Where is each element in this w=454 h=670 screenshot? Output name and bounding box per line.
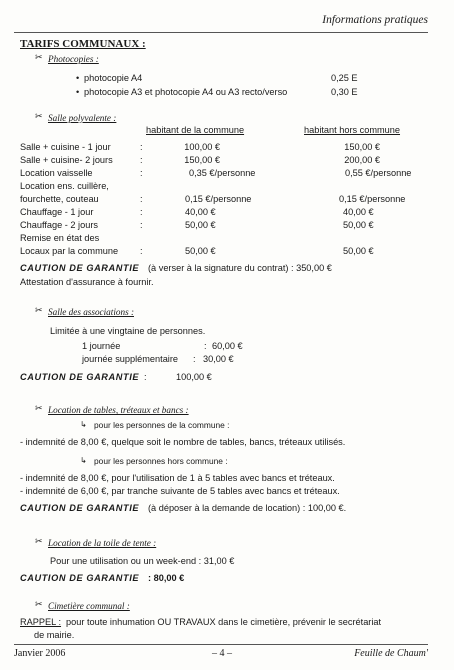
row-label: Salle + cuisine - 1 jour: [20, 142, 111, 152]
footer-publication: Feuille de Chaum': [354, 648, 428, 659]
caution-label: CAUTION DE GARANTIE: [20, 372, 140, 382]
row-label: 1 journée: [82, 341, 121, 351]
price-hors: 50,00 €: [343, 220, 374, 230]
rappel-continuation: de mairie.: [34, 630, 75, 640]
price-hors: 150,00 €: [344, 142, 380, 152]
caution-label: CAUTION DE GARANTIE: [20, 573, 140, 583]
heading-photocopies: Photocopies :: [48, 54, 99, 64]
row-sep: :: [193, 354, 196, 364]
price-habitant: 50,00 €: [185, 220, 216, 230]
price-habitant: 100,00 €: [184, 142, 220, 152]
heading-cimetiere: Cimetière communal :: [48, 601, 130, 611]
footer-date: Janvier 2006: [14, 648, 66, 659]
price-habitant: 50,00 €: [185, 246, 216, 256]
photocopy-price: 0,25 E: [331, 73, 358, 83]
photocopy-price: 0,30 E: [331, 87, 358, 97]
row-sep: :: [140, 246, 143, 256]
indemnite-line: - indemnité de 6,00 €, par tranche suivante de 5 tables avec bancs et tréteaux.: [20, 486, 340, 496]
row-label: Location ens. cuillère,: [20, 181, 109, 191]
row-sep: :: [140, 142, 143, 152]
price-hors: 0,55 €/personne: [345, 168, 412, 178]
rappel-label: RAPPEL :: [20, 617, 62, 627]
row-price: 30,00 €: [203, 354, 234, 364]
row-label: fourchette, couteau: [20, 194, 99, 204]
scissors-icon: ✂: [35, 404, 43, 414]
associations-intro: Limitée à une vingtaine de personnes.: [50, 326, 206, 336]
caution-label: CAUTION DE GARANTIE: [20, 503, 140, 513]
price-hors: 50,00 €: [343, 246, 374, 256]
heading-toile: Location de la toile de tente :: [48, 538, 157, 548]
row-sep: :: [140, 207, 143, 217]
price-hors: 0,15 €/personne: [339, 194, 406, 204]
column-header-habitant: habitant de la commune: [146, 125, 245, 135]
price-habitant: 0,35 €/personne: [189, 168, 256, 178]
heading-location-tables: Location de tables, tréteaux et bancs :: [48, 405, 189, 415]
row-label: journée supplémentaire: [82, 354, 179, 364]
arrow-icon: ↳: [80, 456, 87, 465]
price-hors: 200,00 €: [344, 155, 380, 165]
toile-line: Pour une utilisation ou un week-end : 31,00 €: [50, 556, 235, 566]
bullet: •: [76, 87, 80, 97]
row-label: Salle + cuisine- 2 jours: [20, 155, 113, 165]
price-hors: 40,00 €: [343, 207, 374, 217]
header-rule: [14, 32, 428, 33]
section-title-tarifs: TARIFS COMMUNAUX :: [20, 38, 146, 50]
scissors-icon: ✂: [35, 306, 43, 316]
scissors-icon: ✂: [35, 600, 43, 610]
row-sep: :: [140, 155, 143, 165]
footer-page-number: – 4 –: [212, 648, 232, 659]
price-habitant: 40,00 €: [185, 207, 216, 217]
arrow-icon: ↳: [80, 420, 87, 429]
row-sep: :: [140, 194, 143, 204]
row-price: 60,00 €: [212, 341, 243, 351]
scissors-icon: ✂: [35, 537, 43, 547]
caution-sep: :: [144, 372, 147, 382]
scissors-icon: ✂: [35, 53, 43, 63]
scissors-icon: ✂: [35, 112, 43, 122]
row-label: Locaux par la commune: [20, 246, 119, 256]
price-habitant: 0,15 €/personne: [185, 194, 252, 204]
caution-text: (à déposer à la demande de location) : 100,00 €.: [148, 503, 347, 513]
attestation-note: Attestation d'assurance à fournir.: [20, 277, 154, 287]
page-header-title: Informations pratiques: [322, 14, 428, 26]
photocopy-label: photocopie A3 et photocopie A4 ou A3 recto/verso: [84, 87, 288, 97]
row-sep: :: [204, 341, 207, 351]
subheading-hors-commune: pour les personnes hors commune :: [94, 456, 228, 466]
footer-rule: [14, 644, 428, 645]
row-sep: :: [140, 220, 143, 230]
row-sep: :: [140, 168, 143, 178]
bullet: •: [76, 73, 80, 83]
indemnite-line: - indemnité de 8,00 €, quelque soit le nombre de tables, bancs, tréteaux utilisés.: [20, 437, 346, 447]
caution-text: (à verser à la signature du contrat) : 350,00 €: [148, 263, 332, 273]
photocopy-label: photocopie A4: [84, 73, 143, 83]
row-label: Location vaisselle: [20, 168, 93, 178]
row-label: Chauffage - 1 jour: [20, 207, 94, 217]
row-label: Remise en état des: [20, 233, 100, 243]
heading-salle-polyvalente: Salle polyvalente :: [48, 113, 117, 123]
rappel-text: pour toute inhumation OU TRAVAUX dans le cimetière, prévenir le secrétariat: [66, 617, 382, 627]
indemnite-line: - indemnité de 8,00 €, pour l'utilisation de 1 à 5 tables avec bancs et tréteaux.: [20, 473, 335, 483]
heading-salle-associations: Salle des associations :: [48, 307, 134, 317]
caution-value: : 80,00 €: [148, 573, 185, 583]
caution-value: 100,00 €: [176, 372, 212, 382]
column-header-hors-commune: habitant hors commune: [304, 125, 401, 135]
caution-label: CAUTION DE GARANTIE: [20, 263, 140, 273]
row-label: Chauffage - 2 jours: [20, 220, 98, 230]
subheading-commune: pour les personnes de la commune :: [94, 420, 230, 430]
price-habitant: 150,00 €: [184, 155, 220, 165]
